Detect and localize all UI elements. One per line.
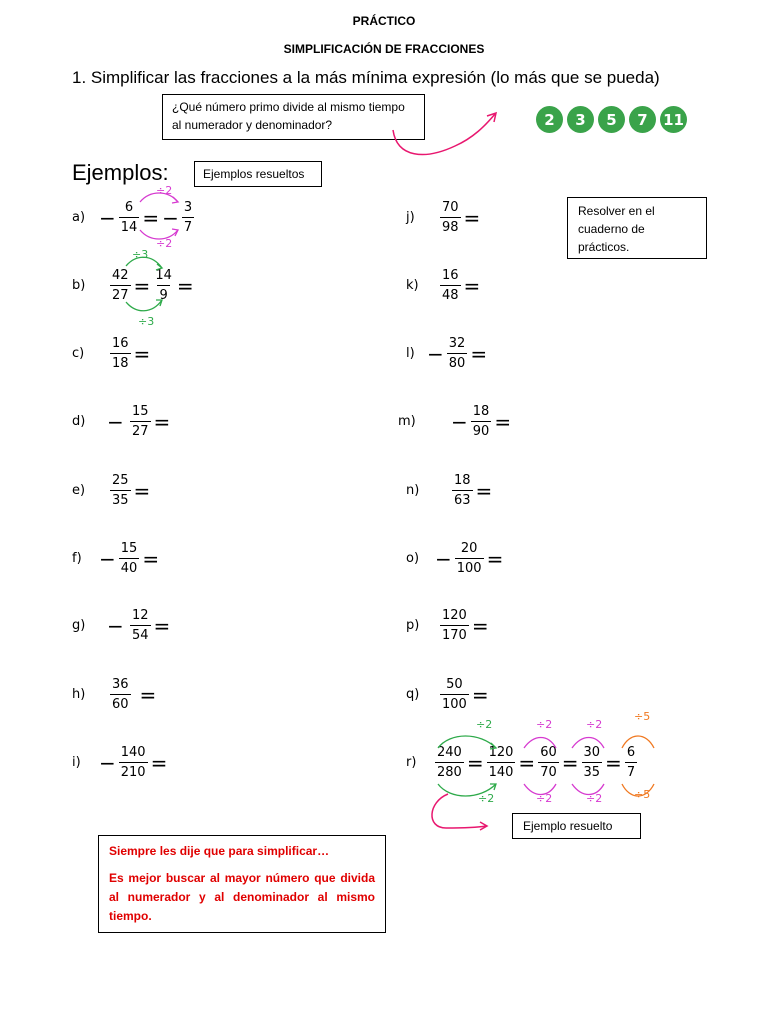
minus-sign: − — [427, 341, 444, 366]
operation-label: ÷3 — [132, 248, 149, 261]
operation-label: ÷2 — [586, 718, 603, 731]
fraction-result: $\frac{14}{9}$ — [155, 268, 172, 303]
fraction: $\frac{50}{100}$ — [442, 677, 467, 712]
exercise-label: i) — [72, 755, 81, 770]
fraction: $\frac{240}{280}$ — [437, 745, 462, 780]
exercise-label: k) — [406, 278, 419, 293]
fraction: $\frac{120}{170}$ — [442, 608, 467, 643]
prime-badge: 5 — [598, 106, 625, 133]
exercise-label: q) — [406, 687, 420, 702]
exercise-i: i) − $\frac{140}{210}$ = — [72, 745, 168, 780]
fraction: $\frac{12}{54}$ — [132, 608, 149, 643]
pink-arrow-icon — [385, 108, 505, 163]
page-subtitle: SIMPLIFICACIÓN DE FRACCIONES — [283, 42, 485, 56]
pink-arrow-icon — [426, 788, 496, 838]
exercise-n: n) $\frac{18}{63}$ = — [406, 473, 493, 508]
fraction: $\frac{120}{140}$ — [488, 745, 514, 780]
minus-sign: − — [107, 613, 124, 638]
divide-arrows-icon — [122, 252, 172, 322]
exercise-l: l) − $\frac{32}{80}$ = — [406, 336, 488, 371]
exercise-label: h) — [72, 687, 86, 702]
resolved-example-box: Ejemplo resuelto — [512, 813, 641, 839]
page-title: PRÁCTICO — [352, 14, 416, 28]
practice-box: Resolver en el cuaderno de prácticos. — [567, 197, 707, 259]
operation-label: ÷5 — [634, 710, 651, 723]
exercise-g: g) − $\frac{12}{54}$ = — [72, 608, 171, 643]
exercise-label: p) — [406, 618, 420, 633]
exercise-b: b) $\frac{42}{27}$ = $\frac{14}{9}$ = — [72, 268, 194, 303]
fraction: $\frac{16}{48}$ — [442, 268, 459, 303]
minus-sign: − — [162, 205, 179, 230]
exercise-k: k) $\frac{16}{48}$ = — [406, 268, 481, 303]
exercise-r: r) $\frac{240}{280}$ = $\frac{120}{140}$ = $\frac{60}{70}$ = $\frac{30}{35}$ = $\frac{6}{7}$ — [406, 745, 636, 780]
exercise-o: o) − $\frac{20}{100}$ = — [406, 541, 504, 576]
exercise-label: e) — [72, 483, 86, 498]
exercise-label: g) — [72, 618, 86, 633]
prime-badge: 2 — [536, 106, 563, 133]
fraction: $\frac{18}{63}$ — [454, 473, 471, 508]
fraction: $\frac{25}{35}$ — [112, 473, 129, 508]
operation-label: ÷2 — [536, 718, 553, 731]
instruction: 1. Simplificar las fracciones a la más mínima expresión (lo más que se pueda) — [72, 68, 660, 87]
operation-label: ÷2 — [536, 792, 553, 805]
operation-label: ÷2 — [156, 184, 173, 197]
exercise-label: m) — [398, 414, 416, 429]
operation-label: ÷2 — [478, 792, 495, 805]
fraction-result: $\frac{6}{7}$ — [626, 745, 636, 780]
exercise-label: f) — [72, 551, 82, 566]
exercise-m: m) − $\frac{18}{90}$ = — [398, 404, 512, 439]
fraction-result: $\frac{3}{7}$ — [183, 200, 193, 235]
exercise-f: f) − $\frac{15}{40}$ = — [72, 541, 160, 576]
fraction: $\frac{140}{210}$ — [120, 745, 146, 780]
examples-heading: Ejemplos: — [72, 160, 169, 185]
exercise-label: a) — [72, 210, 86, 225]
minus-sign: − — [99, 750, 116, 775]
fraction: $\frac{15}{40}$ — [120, 541, 138, 576]
prime-badge: 11 — [660, 106, 687, 133]
exercise-a: a) − $\frac{6}{14}$ = − $\frac{3}{7}$ — [72, 200, 193, 235]
fraction: $\frac{18}{90}$ — [472, 404, 490, 439]
fraction: $\frac{32}{80}$ — [448, 336, 466, 371]
fraction: $\frac{15}{27}$ — [132, 404, 149, 439]
exercise-e: e) $\frac{25}{35}$ = — [72, 473, 151, 508]
fraction: $\frac{30}{35}$ — [583, 745, 601, 780]
minus-sign: − — [451, 409, 468, 434]
operation-label: ÷5 — [634, 788, 651, 801]
resolved-examples-box: Ejemplos resueltos — [194, 161, 322, 187]
note-line: Siempre les dije que para simplificar… — [109, 844, 330, 858]
fraction: $\frac{20}{100}$ — [456, 541, 482, 576]
exercise-label: r) — [406, 755, 417, 770]
exercise-label: n) — [406, 483, 420, 498]
operation-label: ÷2 — [476, 718, 493, 731]
prime-badge: 7 — [629, 106, 656, 133]
fraction: $\frac{36}{60}$ — [112, 677, 129, 712]
exercise-label: b) — [72, 278, 86, 293]
note-text: Es mejor buscar al mayor número que divida al numerador y al denominador al mismo tiempo. — [109, 871, 375, 923]
prime-badge: 3 — [567, 106, 594, 133]
exercise-label: c) — [72, 346, 85, 361]
exercise-d: d) − $\frac{15}{27}$ = — [72, 404, 171, 439]
minus-sign: − — [107, 409, 124, 434]
exercise-label: d) — [72, 414, 86, 429]
exercise-p: p) $\frac{120}{170}$ = — [406, 608, 489, 643]
fraction: $\frac{16}{18}$ — [112, 336, 129, 371]
exercise-c: c) $\frac{16}{18}$ = — [72, 336, 151, 371]
minus-sign: − — [99, 546, 116, 571]
exercise-label: o) — [406, 551, 420, 566]
operation-label: ÷2 — [586, 792, 603, 805]
minus-sign: − — [99, 205, 116, 230]
fraction: $\frac{60}{70}$ — [540, 745, 557, 780]
note-box — [98, 835, 386, 933]
prime-numbers — [536, 106, 687, 133]
minus-sign: − — [435, 546, 452, 571]
operation-label: ÷3 — [138, 315, 155, 328]
exercise-j: j) $\frac{70}{98}$ = — [406, 200, 481, 235]
exercise-label: l) — [406, 346, 415, 361]
exercise-label: j) — [406, 210, 415, 225]
fraction: $\frac{70}{98}$ — [442, 200, 459, 235]
fraction: $\frac{6}{14}$ — [120, 200, 138, 235]
exercise-q: q) $\frac{50}{100}$ = — [406, 677, 489, 712]
exercise-h: h) $\frac{36}{60}$ = — [72, 677, 157, 712]
fraction: $\frac{42}{27}$ — [112, 268, 129, 303]
operation-label: ÷2 — [156, 237, 173, 250]
question-box: ¿Qué número primo divide al mismo tiempo al numerador y denominador? — [162, 94, 425, 140]
